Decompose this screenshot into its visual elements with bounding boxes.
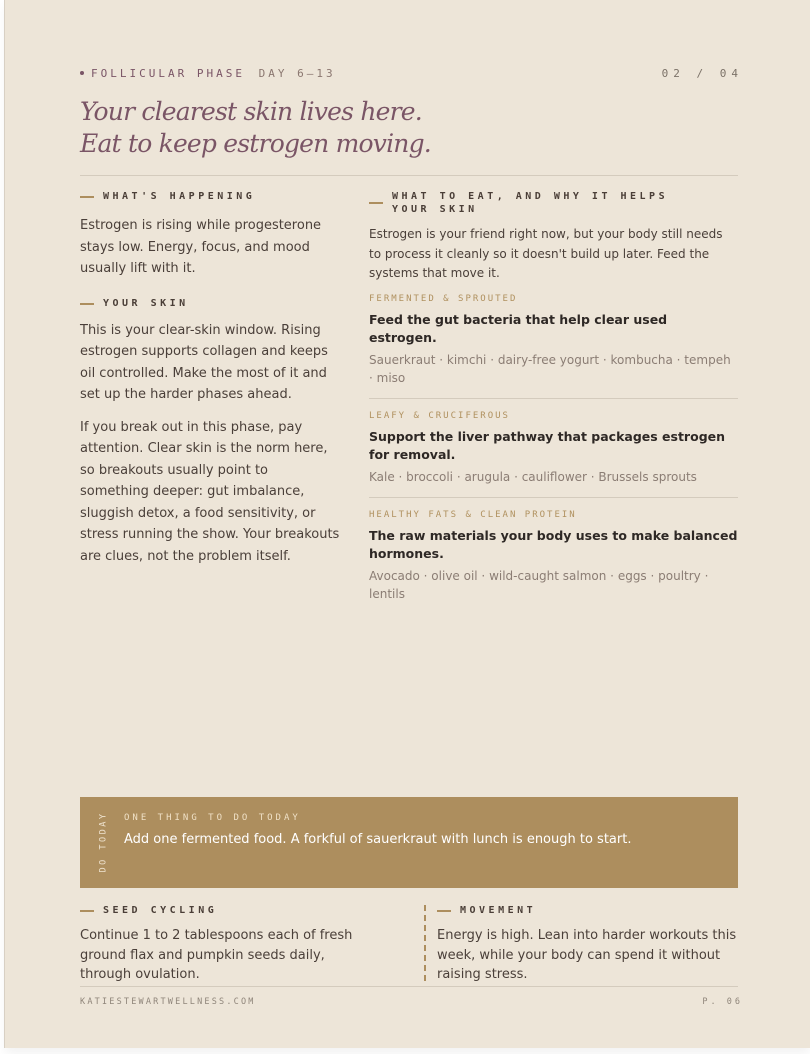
dash-icon bbox=[437, 910, 451, 912]
footer-website: KATIESTEWARTWELLNESS.COM bbox=[80, 997, 256, 1007]
food-category bbox=[369, 497, 738, 614]
eat-intro: Estrogen is your friend right now, but your body still needs to process it cleanly so it doesn't build up later. Feed the systems that move it. bbox=[369, 227, 723, 280]
footer-page-number: P. 06 bbox=[702, 997, 743, 1007]
footer-divider bbox=[80, 986, 738, 987]
movement-section bbox=[437, 904, 738, 985]
do-today-callout bbox=[80, 797, 738, 888]
phase-name: FOLLICULAR PHASE bbox=[91, 67, 245, 80]
seed-text: Continue 1 to 2 tablespoons each of fresh ground flax and pumpkin seeds daily, through ovulation. bbox=[80, 928, 353, 982]
food-category bbox=[369, 293, 738, 398]
page-headline: Your clearest skin lives here. Eat to keep estrogen moving. bbox=[80, 97, 431, 158]
category-foods: Kale · broccoli · arugula · cauliflower · Brussels sprouts bbox=[369, 469, 697, 484]
category-label: FERMENTED & SPROUTED bbox=[369, 293, 518, 304]
seed-cycling-section bbox=[80, 904, 380, 985]
happening-heading: WHAT'S HAPPENING bbox=[80, 190, 340, 203]
category-title: Support the liver pathway that packages estrogen for removal. bbox=[369, 428, 726, 462]
category-title: The raw materials your body uses to make balanced hormones. bbox=[369, 527, 738, 561]
bullet-dot-icon bbox=[80, 71, 84, 75]
header-divider bbox=[80, 175, 738, 176]
do-today-vertical-label: DO TODAY bbox=[98, 811, 109, 873]
skin-heading: YOUR SKIN bbox=[80, 297, 340, 310]
do-today-eyebrow: ONE THING TO DO TODAY bbox=[124, 813, 301, 823]
food-category bbox=[369, 398, 738, 497]
category-foods: Sauerkraut · kimchi · dairy-free yogurt · kombucha · tempeh · miso bbox=[369, 352, 731, 385]
category-title: Feed the gut bacteria that help clear used estrogen. bbox=[369, 311, 668, 345]
right-column bbox=[369, 190, 738, 614]
phase-label bbox=[80, 67, 336, 80]
section-pager: 02 / 04 bbox=[661, 67, 743, 80]
page-header bbox=[80, 67, 743, 83]
movement-heading: MOVEMENT bbox=[437, 904, 738, 917]
category-foods: Avocado · olive oil · wild-caught salmon · eggs · poultry · lentils bbox=[369, 568, 709, 601]
left-column bbox=[80, 190, 340, 567]
seed-heading: SEED CYCLING bbox=[80, 904, 380, 917]
dash-icon bbox=[369, 202, 383, 204]
category-label: HEALTHY FATS & CLEAN PROTEIN bbox=[369, 509, 577, 520]
dash-icon bbox=[80, 910, 94, 912]
dash-icon bbox=[80, 196, 94, 198]
skin-text-2: If you break out in this phase, pay attention. Clear skin is the norm here, so breakouts usually point to something deeper: gut imbalance, sluggish detox, a food sensitivity, or stress running the show. Your breakouts are clues, not the problem itself. bbox=[80, 419, 340, 564]
food-category-list bbox=[369, 293, 738, 614]
skin-text-1: This is your clear-skin window. Rising estrogen supports collagen and keeps oil controlled. Make the most of it and set up the harder phases ahead. bbox=[80, 322, 328, 402]
category-label: LEAFY & CRUCIFEROUS bbox=[369, 410, 510, 421]
dash-icon bbox=[80, 303, 94, 305]
dashed-divider bbox=[424, 905, 426, 981]
happening-text: Estrogen is rising while progesterone stays low. Energy, focus, and mood usually lift with it. bbox=[80, 218, 322, 276]
eat-heading: WHAT TO EAT, AND WHY IT HELPS YOUR SKIN bbox=[369, 190, 738, 216]
phase-days: DAY 6–13 bbox=[258, 67, 336, 80]
movement-text: Energy is high. Lean into harder workouts this week, while your body can spend it without raising stress. bbox=[437, 928, 737, 982]
do-today-action: Add one fermented food. A forkful of sauerkraut with lunch is enough to start. bbox=[124, 832, 632, 847]
